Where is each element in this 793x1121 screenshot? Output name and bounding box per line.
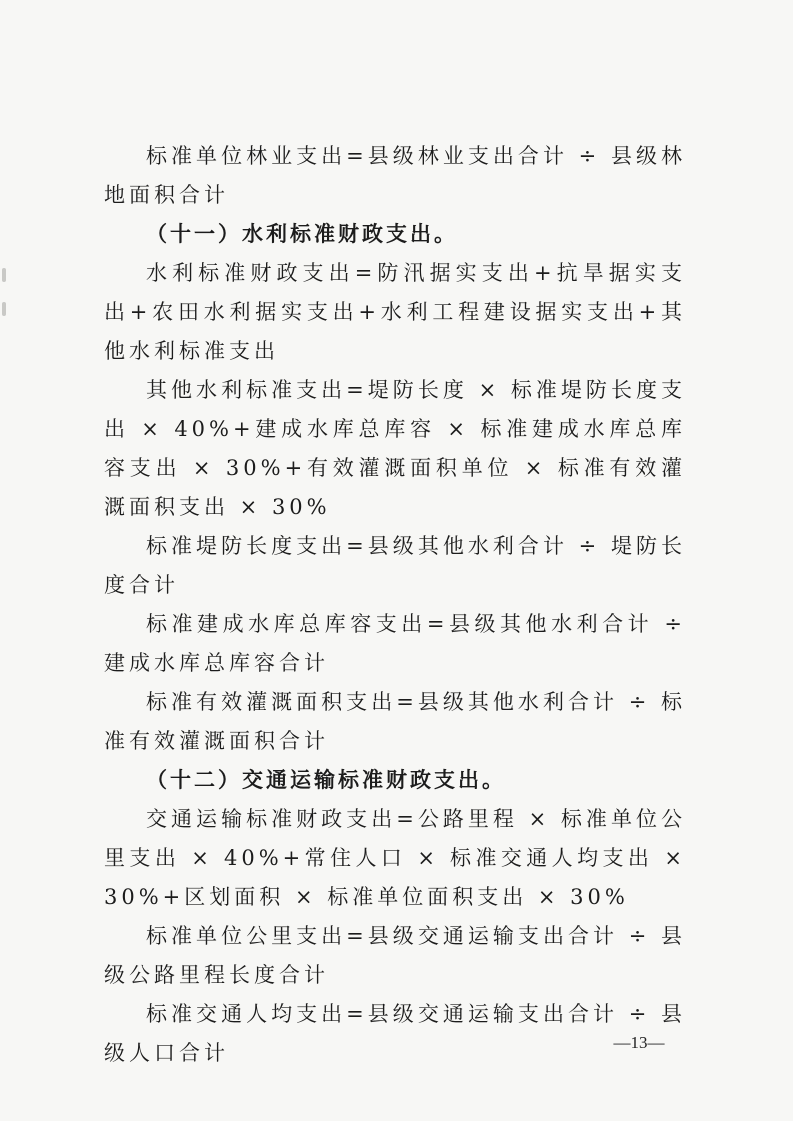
formula-other-water-conservancy: 其他水利标准支出=堤防长度 × 标准堤防长度支出 × 40%+建成水库总库容 × 标准建成水库总库容支出 × 30%+有效灌溉面积单位 × 标准有效灌溉面积支出 × 30% [104, 378, 686, 519]
scan-edge-mark [2, 268, 6, 282]
formula-water-conservancy-expenditure: 水利标准财政支出=防汛据实支出+抗旱据实支出+农田水利据实支出+水利工程建设据实支出+其他水利标准支出 [104, 261, 686, 363]
section-heading-transportation: （十二）交通运输标准财政支出。 [146, 768, 506, 792]
section-heading-water-conservancy: （十一）水利标准财政支出。 [146, 222, 458, 246]
page-number: —13— [613, 1033, 665, 1052]
scan-edge-mark [2, 302, 6, 316]
formula-standard-forestry-unit: 标准单位林业支出=县级林业支出合计 ÷ 县级林地面积合计 [104, 144, 686, 207]
document-body [104, 137, 686, 1073]
formula-standard-embankment-length: 标准堤防长度支出=县级其他水利合计 ÷ 堤防长度合计 [104, 534, 686, 597]
formula-transportation-expenditure: 交通运输标准财政支出=公路里程 × 标准单位公里支出 × 40%+常住人口 × 标准交通人均支出 × 30%+区划面积 × 标准单位面积支出 × 30% [104, 807, 686, 909]
formula-standard-reservoir-capacity: 标准建成水库总库容支出=县级其他水利合计 ÷ 建成水库总库容合计 [104, 612, 686, 675]
formula-standard-unit-km: 标准单位公里支出=县级交通运输支出合计 ÷ 县级公路里程长度合计 [104, 924, 686, 987]
formula-standard-irrigation-area: 标准有效灌溉面积支出=县级其他水利合计 ÷ 标准有效灌溉面积合计 [104, 690, 686, 753]
formula-standard-transport-per-capita: 标准交通人均支出=县级交通运输支出合计 ÷ 县级人口合计 [104, 1002, 686, 1065]
